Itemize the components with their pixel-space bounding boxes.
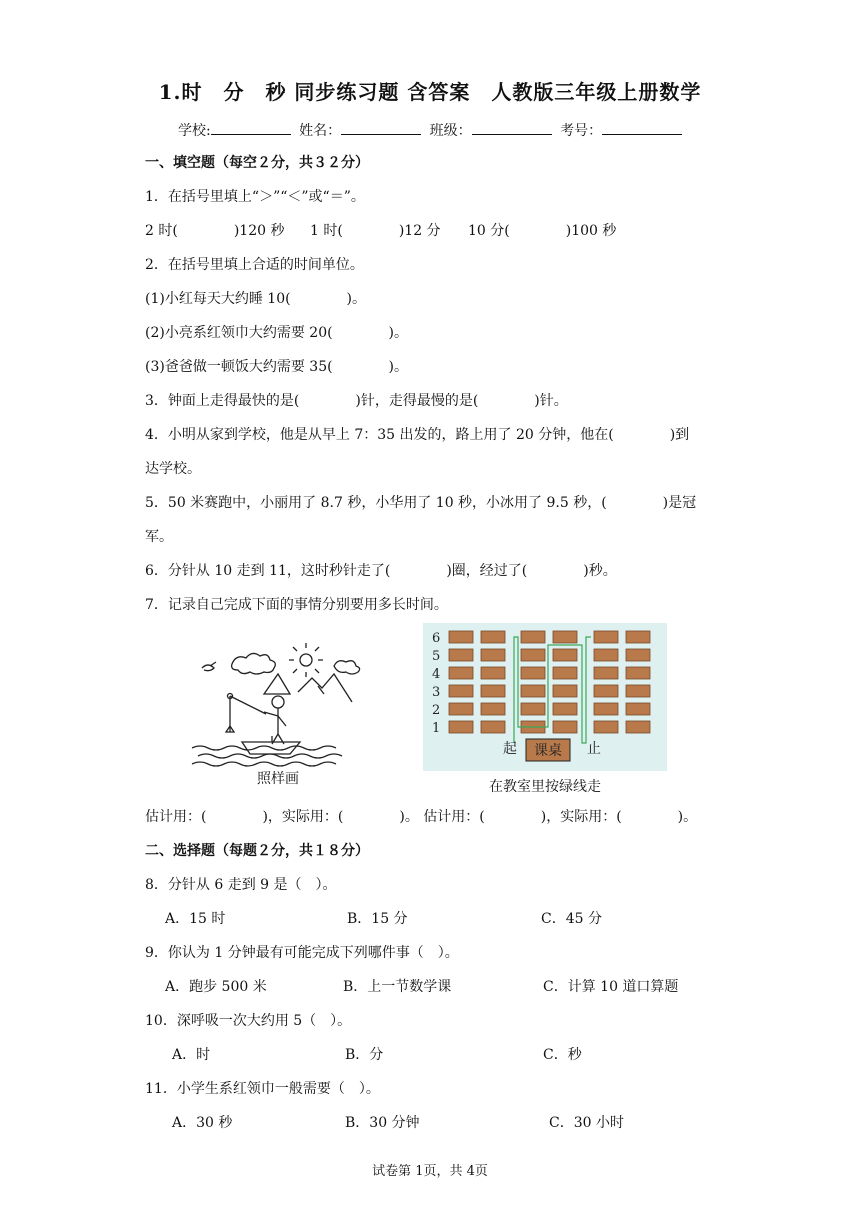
question-1-c: 10 分( )100 秒 [468, 223, 617, 239]
question-2: 2．在括号里填上合适的时间单位。 [145, 257, 364, 273]
question-7-answer: 估计用：( )，实际用：( )。 估计用：( )，实际用：( )。 [145, 809, 698, 825]
question-10-option-b[interactable]: B．分 [345, 1047, 384, 1063]
desk [521, 685, 545, 697]
teacher-desk-label: 课桌 [534, 743, 562, 759]
desk [553, 631, 577, 643]
question-2-part2: (2)小亮系红领巾大约需要 20( )。 [145, 325, 409, 341]
desk [594, 667, 618, 679]
question-10-option-a[interactable]: A．时 [172, 1047, 211, 1063]
page-title: 1.时 分 秒 同步练习题 含答案 人教版三年级上册数学 [158, 80, 702, 104]
row-number-3: 3 [432, 685, 441, 700]
desk [481, 631, 505, 643]
section2-heading: 二、选择题（每题２分，共１８分） [145, 843, 369, 859]
classroom-route-diagram [423, 623, 667, 771]
desk [553, 649, 577, 661]
desk [449, 631, 473, 643]
desk [521, 649, 545, 661]
school-label: 学校: [178, 123, 211, 139]
desk [449, 667, 473, 679]
question-7: 7．记录自己完成下面的事情分别要用多长时间。 [145, 597, 448, 613]
question-8: 8．分针从 6 走到 9 是（ ）。 [145, 877, 337, 893]
question-6: 6．分针从 10 走到 11，这时秒针走了( )圈，经过了( )秒。 [145, 563, 617, 579]
row-number-5: 5 [432, 649, 441, 664]
class-label: 班级： [429, 123, 472, 139]
start-label: 起 [503, 741, 517, 757]
question-4-line2: 达学校。 [145, 461, 201, 477]
row-number-1: 1 [432, 721, 441, 736]
question-9-option-b[interactable]: B．上一节数学课 [343, 979, 452, 995]
desk [521, 631, 545, 643]
section1-heading: 一、填空题（每空２分，共３２分） [145, 155, 369, 171]
desk [521, 703, 545, 715]
end-label: 止 [587, 741, 601, 757]
question-5-line2: 军。 [145, 529, 173, 545]
desk [626, 685, 650, 697]
desk [594, 703, 618, 715]
desk [553, 685, 577, 697]
desk [594, 649, 618, 661]
desk [481, 685, 505, 697]
question-10: 10．深呼吸一次大约用 5（ ）。 [145, 1013, 352, 1029]
question-5-line1: 5．50 米赛跑中，小丽用了 8.7 秒，小华用了 10 秒，小冰用了 9.5 秒，( )是冠 [145, 495, 697, 511]
question-4-line1: 4．小明从家到学校，他是从早上 7：35 出发的，路上用了 20 分钟，他在( )到 [145, 427, 690, 443]
desk [626, 721, 650, 733]
desk [594, 631, 618, 643]
question-11-option-b[interactable]: B．30 分钟 [345, 1115, 420, 1131]
desk [594, 685, 618, 697]
figure-1-caption: 照样画 [257, 771, 299, 787]
desk [481, 703, 505, 715]
student-info-line [178, 120, 686, 140]
name-field[interactable] [341, 122, 421, 135]
desk [553, 703, 577, 715]
question-10-option-c[interactable]: C．秒 [543, 1047, 582, 1063]
desk [594, 721, 618, 733]
desk [626, 649, 650, 661]
question-1-a: 2 时( )120 秒 [145, 223, 285, 239]
question-9-option-c[interactable]: C．计算 10 道口算题 [543, 979, 679, 995]
question-11-option-a[interactable]: A．30 秒 [172, 1115, 233, 1131]
question-2-part3: (3)爸爸做一顿饭大约需要 35( )。 [145, 359, 409, 375]
school-field[interactable] [211, 122, 291, 135]
question-2-part1: (1)小红每天大约睡 10( )。 [145, 291, 367, 307]
question-11: 11．小学生系红领巾一般需要（ ）。 [145, 1081, 380, 1097]
question-3: 3．钟面上走得最快的是( )针，走得最慢的是( )针。 [145, 393, 568, 409]
question-9: 9．你认为 1 分钟最有可能完成下列哪件事（ ）。 [145, 945, 459, 961]
classroom-route-figure [423, 623, 667, 771]
desk [521, 667, 545, 679]
desk [553, 667, 577, 679]
exam-no-label: 考号： [560, 123, 603, 139]
row-number-6: 6 [432, 631, 441, 646]
desk [449, 685, 473, 697]
exam-no-field[interactable] [602, 122, 682, 135]
desk [481, 649, 505, 661]
row-number-4: 4 [432, 667, 441, 682]
desk [449, 721, 473, 733]
page-footer: 试卷第 1页，共 4页 [372, 1164, 488, 1179]
question-8-option-c[interactable]: C．45 分 [541, 911, 602, 927]
desk [481, 667, 505, 679]
question-1-b: 1 时( )12 分 [310, 223, 441, 239]
question-9-option-a[interactable]: A．跑步 500 米 [165, 979, 267, 995]
name-label: 姓名： [299, 123, 342, 139]
sketch-drawing-image [190, 640, 370, 770]
desk [626, 703, 650, 715]
desk [553, 721, 577, 733]
question-8-option-a[interactable]: A．15 时 [165, 911, 226, 927]
class-field[interactable] [472, 122, 552, 135]
question-8-option-b[interactable]: B．15 分 [347, 911, 408, 927]
question-1: 1．在括号里填上“＞”“＜”或“＝”。 [145, 189, 365, 205]
question-11-option-c[interactable]: C．30 小时 [549, 1115, 624, 1131]
desk [626, 631, 650, 643]
row-number-2: 2 [432, 703, 441, 718]
desk [449, 649, 473, 661]
desk [626, 667, 650, 679]
figure-2-caption: 在教室里按绿线走 [489, 779, 601, 795]
desk [449, 703, 473, 715]
desk [481, 721, 505, 733]
